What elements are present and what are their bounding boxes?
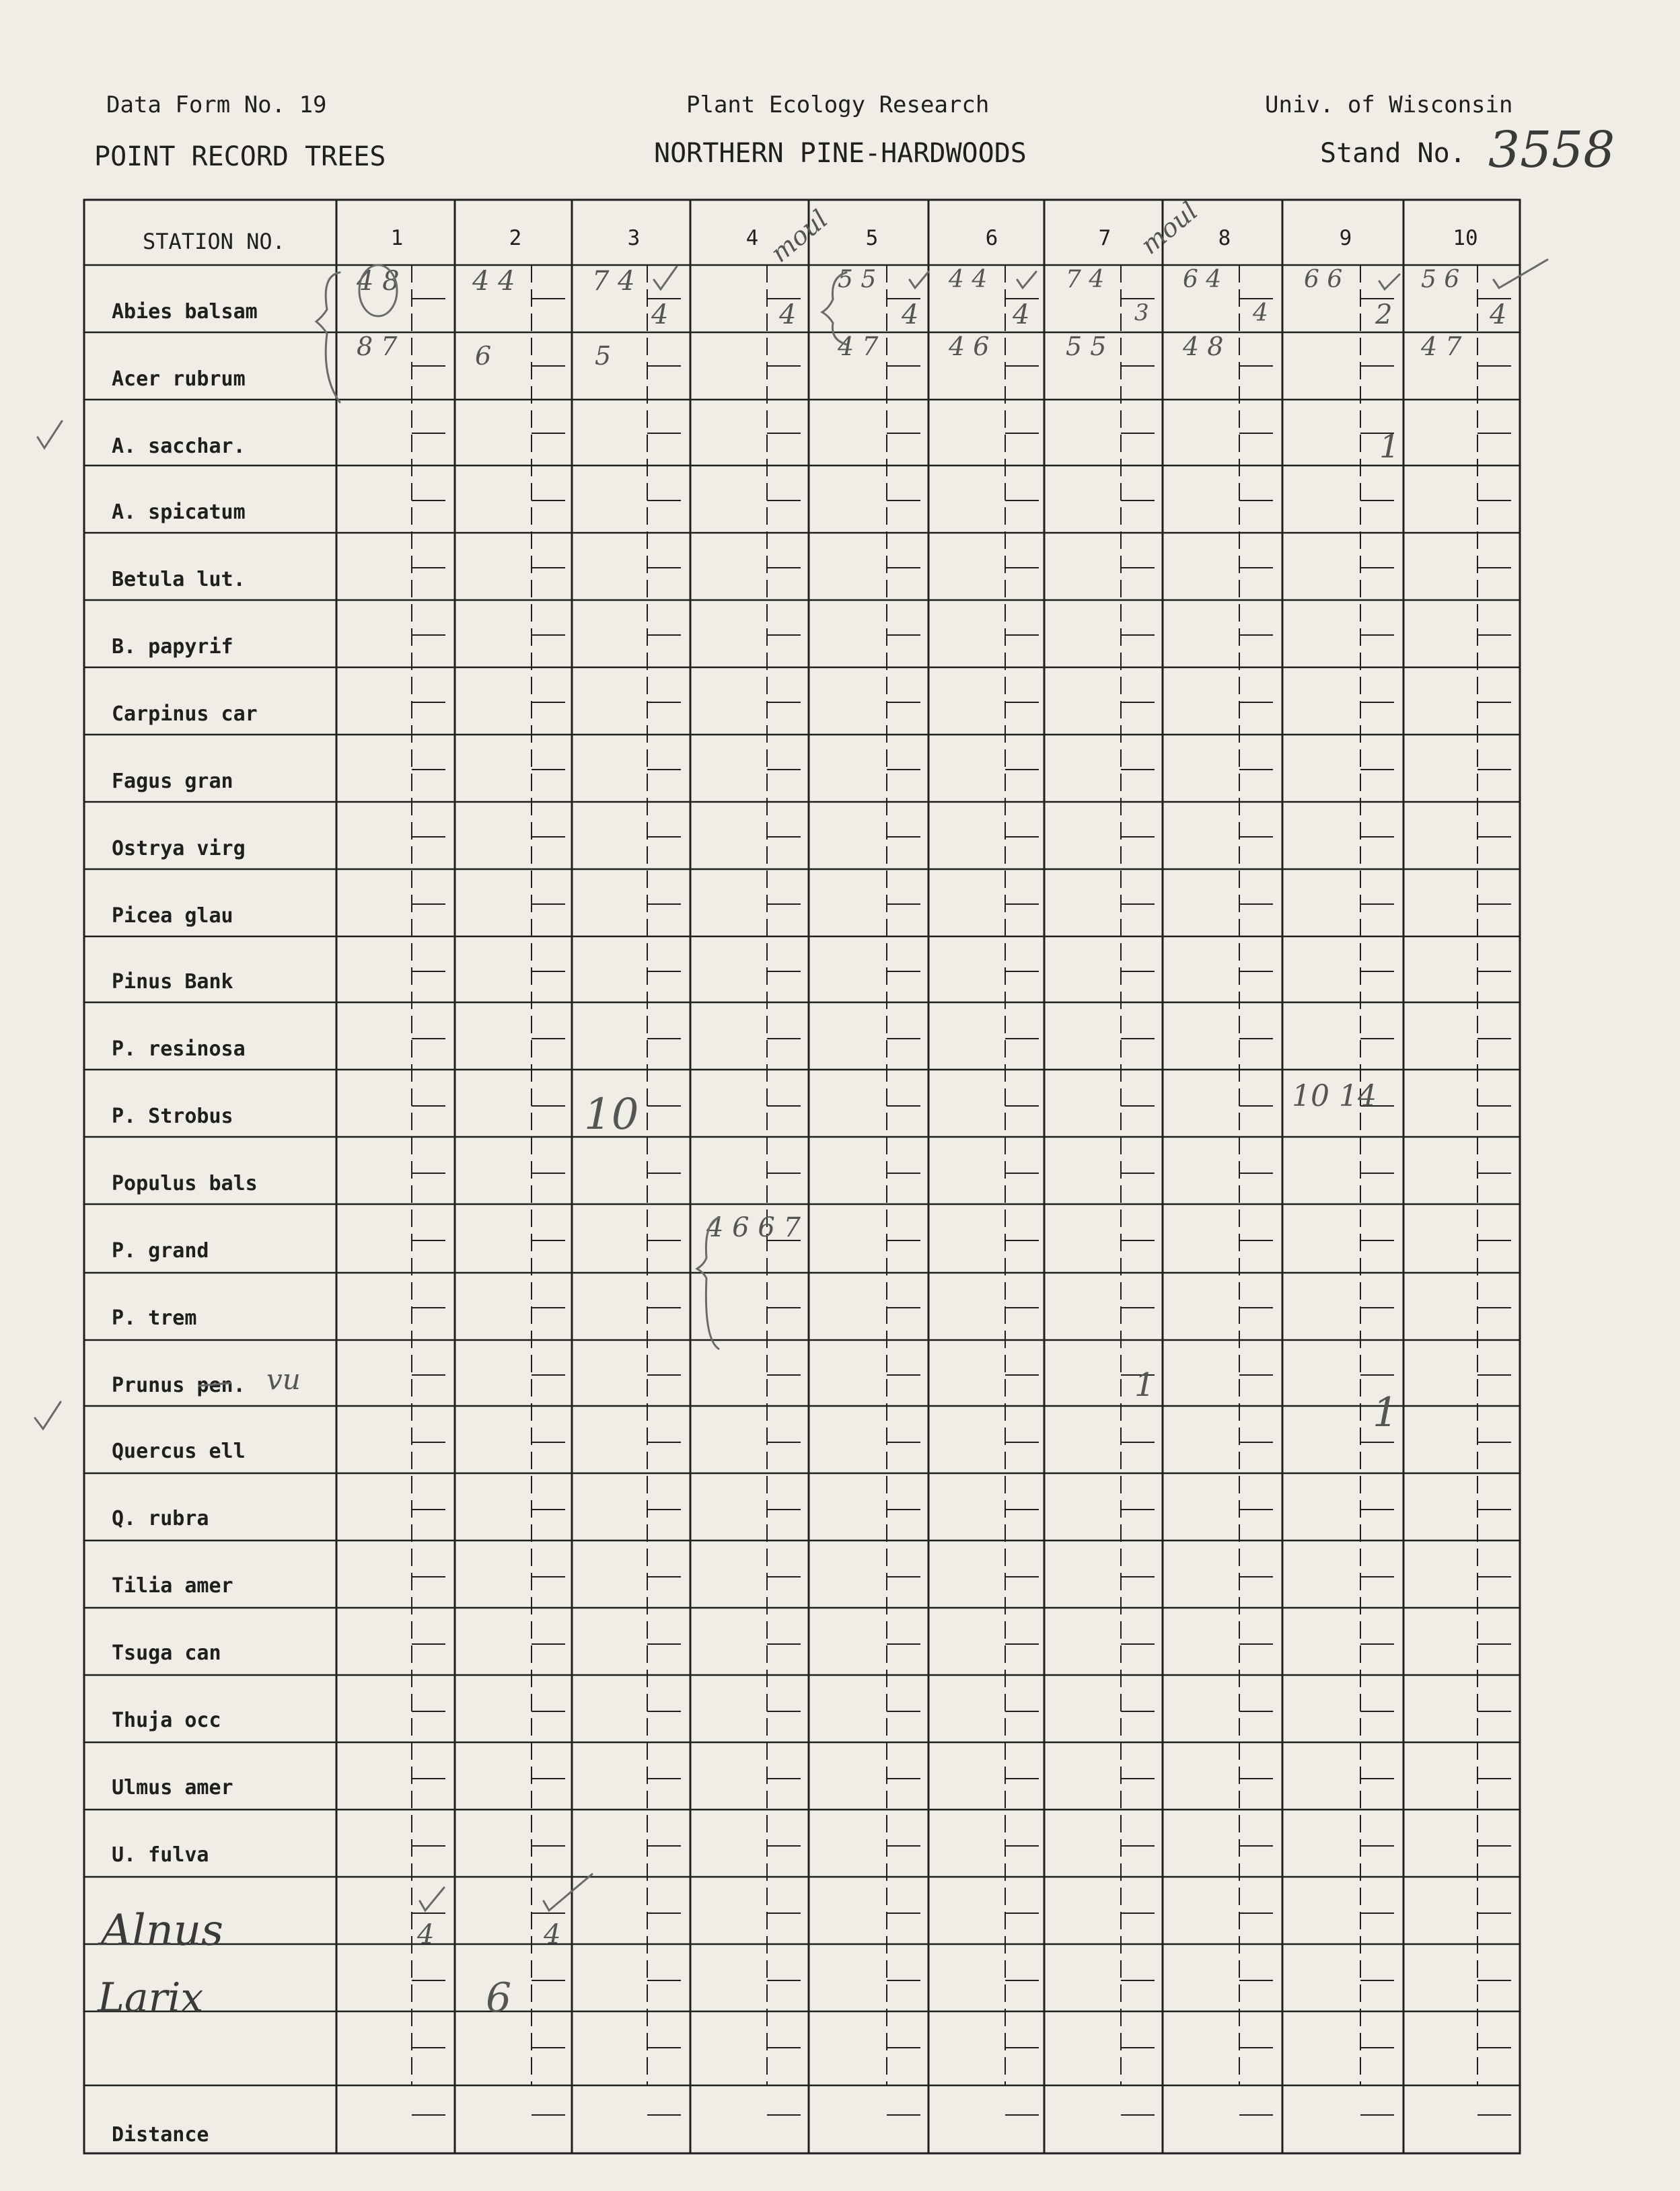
entry-abies-s6: 4 4 [949,266,988,293]
entry-prunus-s9-count: 1 [1373,1389,1399,1436]
handwritten-species-alnus: Alnus [101,1906,223,1956]
species-label: P. grand [112,1239,209,1263]
entry-alnus-s2-count: 4 [544,1919,561,1950]
station-9-header: 9 [1339,226,1352,250]
entry-prunus-s7-count: 1 [1134,1366,1155,1404]
species-label: Populus bals [112,1172,258,1195]
species-label: Ulmus amer [112,1776,233,1799]
entry-abies-s5: 5 5 [838,266,877,293]
entry-acer-s10: 4 7 [1421,332,1462,361]
entry-abies-s8: 6 4 [1183,266,1222,293]
station-4-header: 4 [745,226,759,250]
species-label: Carpinus car [112,702,258,726]
check-mark [910,272,928,288]
station-7-header: 7 [1098,226,1111,250]
prunus-note: vu [266,1363,301,1396]
entry-acer-s7: 5 5 [1066,332,1107,361]
entry-larix-s2: 6 [486,1974,512,2021]
species-label: Thuja occ [112,1709,221,1732]
check-mark [420,1888,444,1910]
species-label: Acer rubrum [112,367,246,391]
entry-abies-s8-count: 4 [1253,299,1268,327]
entry-acer-s5: 4 7 [838,332,879,361]
entry-acer-s3: 5 [595,341,612,371]
entry-abies-s6-count: 4 [1013,299,1030,330]
entry-abies-s3: 7 4 [592,266,635,297]
form-number: Data Form No. 19 [106,91,327,118]
species-label: Ostrya virg [112,837,246,860]
station-6-header: 6 [985,226,998,250]
species-label: P. trem [112,1306,197,1330]
entry-grand-trem-s4: 4 6 6 7 [706,1212,801,1243]
research-title: Plant Ecology Research [686,91,990,118]
entry-strobus-s3: 10 [584,1090,639,1140]
check-mark [38,421,62,448]
university-name: Univ. of Wisconsin [1265,91,1513,118]
entry-acer-s1: 8 7 [357,332,398,361]
species-label: Tilia amer [112,1574,233,1598]
entry-abies-s10: 5 6 [1421,266,1460,293]
entry-acer-s2: 6 [475,341,492,371]
entry-acer-s6: 4 6 [949,332,990,361]
record-type-title: POINT RECORD TREES [94,141,386,172]
station-3-header: 3 [627,226,641,250]
entry-abies-s9: 6 6 [1304,266,1343,293]
station-header: STATION NO. [143,229,285,254]
species-label: Q. rubra [112,1507,209,1530]
brace-mark [822,272,846,344]
brace-mark [697,1218,719,1349]
species-label: Pinus Bank [112,970,233,994]
check-mark [1494,260,1547,288]
species-label: Tsuga can [112,1641,221,1665]
entry-abies-s1: 4 8 [357,266,400,297]
entry-abies-s9-count: 2 [1375,299,1393,330]
margin-note-station4: moul [765,204,834,268]
species-label: Prunus pen. [112,1374,246,1397]
forest-type-title: NORTHERN PINE-HARDWOODS [654,138,1027,169]
check-mark [1017,272,1036,288]
species-label: Quercus ell [112,1440,246,1463]
stand-number: 3558 [1488,121,1615,179]
handwritten-species-larix: Larix [98,1974,204,2021]
station-5-header: 5 [865,226,879,250]
brace-mark [316,272,340,402]
station-1-header: 1 [390,226,404,250]
species-label: B. papyrif [112,635,233,659]
circle-mark [359,265,397,316]
entry-abies-s4-count: 4 [779,299,797,330]
entry-abies-s2: 4 4 [472,266,515,297]
station-2-header: 2 [509,226,522,250]
entry-acer-s8: 4 8 [1183,332,1224,361]
entry-strobus-s9: 10 14 [1292,1079,1377,1113]
species-label: U. fulva [112,1843,209,1867]
check-mark [1379,274,1399,289]
species-label: A. sacchar. [112,435,246,458]
entry-sacchar-s9-count: 1 [1379,428,1400,466]
strike-mark [199,1383,230,1386]
species-label: P. Strobus [112,1105,233,1128]
station-8-header: 8 [1218,226,1231,250]
check-mark [654,266,677,289]
species-label: Betula lut. [112,568,246,591]
margin-note-station8: moul [1135,196,1204,260]
species-label: Fagus gran [112,770,233,793]
species-label: P. resinosa [112,1037,246,1061]
species-label: Picea glau [112,904,233,928]
check-mark [544,1874,592,1910]
species-label: A. spicatum [112,500,246,524]
entry-abies-s3-count: 4 [651,299,669,330]
distance-label: Distance [112,2123,209,2147]
check-mark [35,1402,61,1429]
entry-abies-s10-count: 4 [1490,299,1507,330]
entry-abies-s5-count: 4 [902,299,919,330]
entry-abies-s7-count: 3 [1134,299,1149,326]
stand-label: Stand No. [1320,138,1466,169]
entry-alnus-s1-count: 4 [417,1919,435,1950]
entry-abies-s7: 7 4 [1066,266,1105,293]
station-10-header: 10 [1453,226,1478,250]
species-label: Abies balsam [112,300,258,324]
